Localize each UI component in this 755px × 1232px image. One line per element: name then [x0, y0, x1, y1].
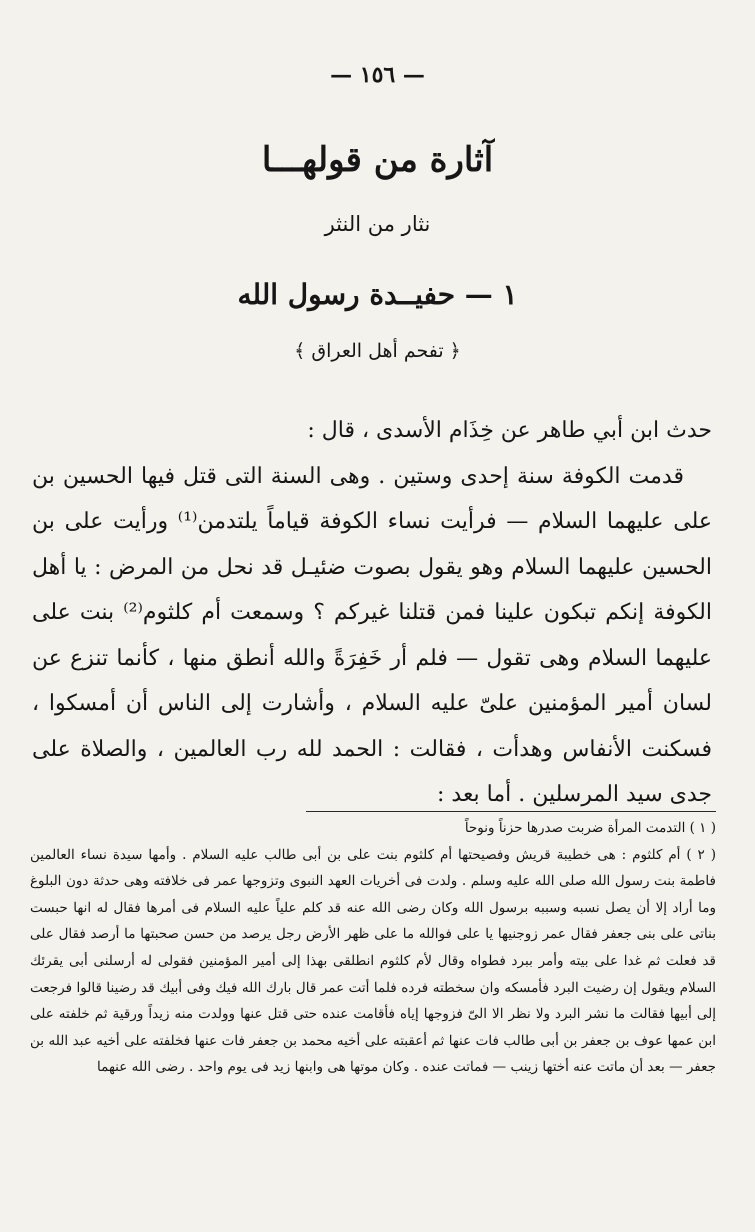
body-text: [32, 408, 712, 818]
footnote-1: ( ١ ) التدمت المرأة ضربت صدرها حزناً ونوحاً: [464, 820, 716, 836]
intro-line: حدث ابن أبي طاهر عن خِذَام الأسدى ، قال :: [307, 418, 712, 443]
body-paragraph: قدمت الكوفة سنة إحدى وستين . وهى السنة التى قتل فيها الحسين بن على عليهما السلام — فرأيت نساء الكوفة قياماً يلتدمن⁽¹⁾ ورأيت على بن الحسين عليهما السلام وهو يقول بصوت ضئيـل قد نحل من المرض : يا أهل الكوفة إنكم تبكون علينا فمن قتلنا غيركم ؟ وسمعت أم كلثوم⁽²⁾ بنت على عليهما السلام وهى تقول — فلم أر خَفِرَةً والله أنطق منها ، كأنما تنزع عن لسان أمير المؤمنين علىّ عليه السلام ، وأشارت إلى الناس أن أمسكوا ، فسكنت الأنفاس وهدأت ، فقالت : الحمد لله رب العالمين ، والصلاة على جدى سيد المرسلين . أما بعد :: [32, 463, 712, 807]
chapter-subtitle: نثار من النثر: [324, 212, 431, 236]
footnotes: [30, 815, 716, 1081]
section-heading: ١ — حفيــدة رسول الله: [237, 278, 518, 311]
footnote-divider: [306, 811, 716, 812]
chapter-title: آثارة من قولهـــا: [261, 140, 494, 180]
footnote-2: ( ٢ ) أم كلثوم : هى خطيبة قريش وفصيحتها أم كلثوم بنت على بن أبى طالب عليه السلام . وأمها سيدة نساء العالمين فاطمة بنت رسول الله صلى الله عليه وسلم . ولدت فى أخريات العهد النبوى وتزوجها عمر فى خلافته وهى حدثة دون البلوغ وما أراد إلا أن يصل نسبه وسببه برسول الله وكان رضى الله عنه قد كلم علياً عليه السلام فى أمرها فقال له انها حبست بناتى على بنى جعفر فقال عمر زوجنيها يا على فوالله ما على ظهر الأرض رجل يرصد من حسن صحبتها ما أرصد فقال على قد فعلت ثم غدا على بيته وأمر ببرد فطواه وقال لأم كلثوم انطلقى بهذا إلى أمير المؤمنين فقولى له أرسلنى أبى يقرئك السلام ويقول إن رضيت البرد فأمسكه وان سخطته فرده فلما أتت عمر قال بارك الله فيك وفى أبيك قد رضينا قالوا فرجعت إلى أبيها فقالت ما نشر البرد ولا نظر الا الىّ فزوجها إياه فأقامت عنده حتى قتل عنها وولدت منه زيداً ورقية ثم خلفته على ابن عمها عوف بن جعفر بن أبى طالب فات عنها ثم أعقبته على أخيه محمد بن جعفر فات عنها فخلفته على أخيه عبد الله بن جعفر — بعد أن ماتت عنه أختها زينب — فماتت عنده . وكان موتها هى وابنها زيد فى يوم واحد . رضى الله عنهما: [30, 846, 716, 1076]
section-subheading: ﴿ تفحم أهل العراق ﴾: [294, 340, 461, 362]
page-number: — ١٥٦ —: [330, 62, 425, 88]
